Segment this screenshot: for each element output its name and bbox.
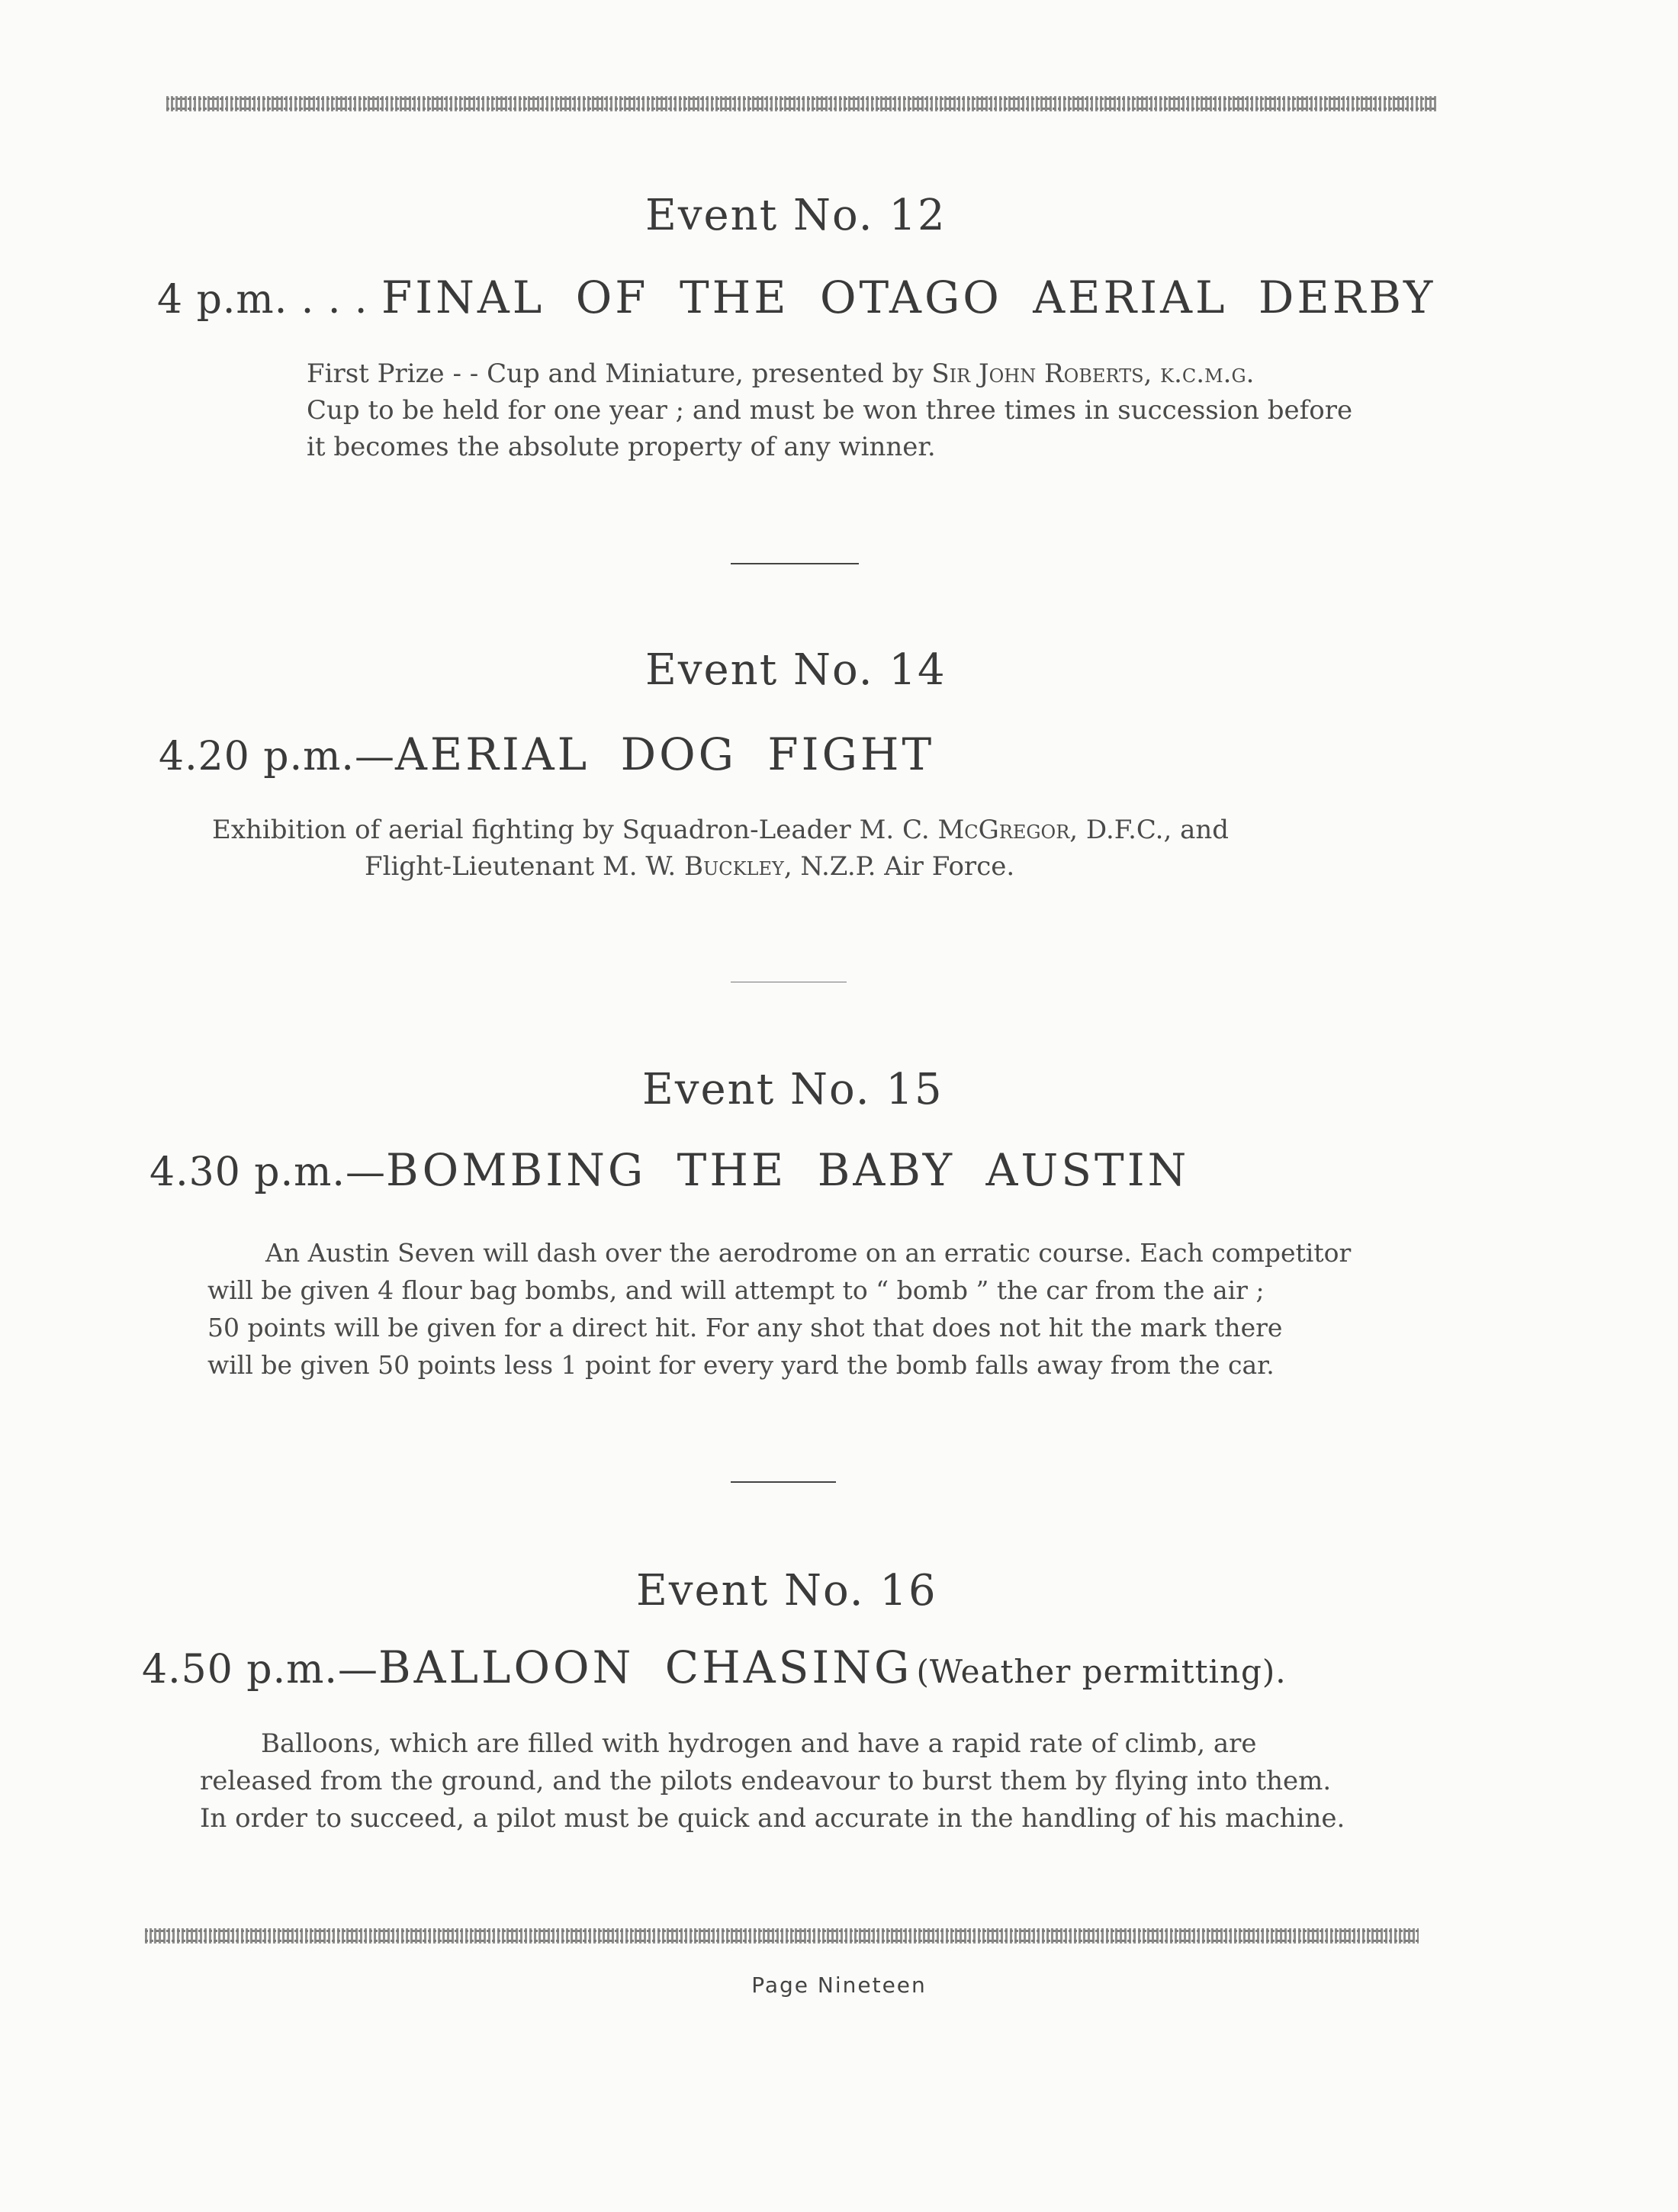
description-line: it becomes the absolute property of any winner. (307, 432, 936, 462)
event-14-title: AERIAL DOG FIGHT (394, 728, 935, 780)
event-12-description (307, 355, 1352, 465)
event-16-number: Event No. 16 (636, 1566, 937, 1616)
description-line: will be given 50 points less 1 point for every yard the bomb falls away from the car. (207, 1350, 1275, 1380)
event-16-description (200, 1725, 1345, 1837)
event-14-heading (159, 728, 934, 780)
event-16-weather-note: (Weather permitting). (916, 1653, 1287, 1690)
description-line: released from the ground, and the pilots endeavour to burst them by flying into them. (200, 1766, 1332, 1796)
description-line: 50 points will be given for a direct hit. For any shot that does not hit the mark there (207, 1313, 1283, 1342)
event-12-heading (157, 272, 1435, 323)
event-14-description (212, 812, 1229, 885)
event-15-time: 4.30 p.m.— (149, 1149, 386, 1195)
event-15-title: BOMBING THE BABY AUSTIN (385, 1144, 1190, 1196)
event-12-number: Event No. 12 (645, 191, 947, 240)
description-line: First Prize - - Cup and Miniature, presented by Sir John Roberts, k.c.m.g. (307, 358, 1255, 389)
event-15-description (207, 1234, 1351, 1384)
event-12-time: 4 p.m. . . . (157, 277, 381, 323)
description-line: Exhibition of aerial fighting by Squadron-Leader M. C. McGregor, D.F.C., and (212, 815, 1230, 845)
bottom-decorative-rule (145, 1928, 1419, 1944)
description-line: Balloons, which are filled with hydrogen and have a rapid rate of climb, are (261, 1728, 1257, 1759)
description-line: Cup to be held for one year ; and must be won three times in succession before (307, 395, 1353, 426)
event-15-heading (149, 1144, 1189, 1196)
description-line: In order to succeed, a pilot must be quick and accurate in the handling of his machine. (200, 1803, 1345, 1834)
description-line: An Austin Seven will dash over the aerodrome on an erratic course. Each competitor (265, 1238, 1352, 1268)
event-14-time: 4.20 p.m.— (159, 734, 395, 780)
page-number: Page Nineteen (751, 1972, 927, 1998)
top-decorative-rule (166, 96, 1436, 111)
event-16-title: BALLOON CHASING (378, 1641, 913, 1693)
event-15-number: Event No. 15 (642, 1065, 943, 1114)
event-16-time: 4.50 p.m.— (142, 1647, 378, 1693)
section-separator (731, 563, 859, 564)
description-line: will be given 4 flour bag bombs, and will attempt to “ bomb ” the car from the air ; (207, 1275, 1265, 1305)
event-16-heading (142, 1641, 1287, 1693)
event-12-title: FINAL OF THE OTAGO AERIAL DERBY (381, 272, 1436, 323)
event-14-number: Event No. 14 (645, 645, 947, 695)
description-line: Flight-Lieutenant M. W. Buckley, N.Z.P. Air Force. (365, 851, 1015, 882)
section-separator (731, 1481, 836, 1483)
